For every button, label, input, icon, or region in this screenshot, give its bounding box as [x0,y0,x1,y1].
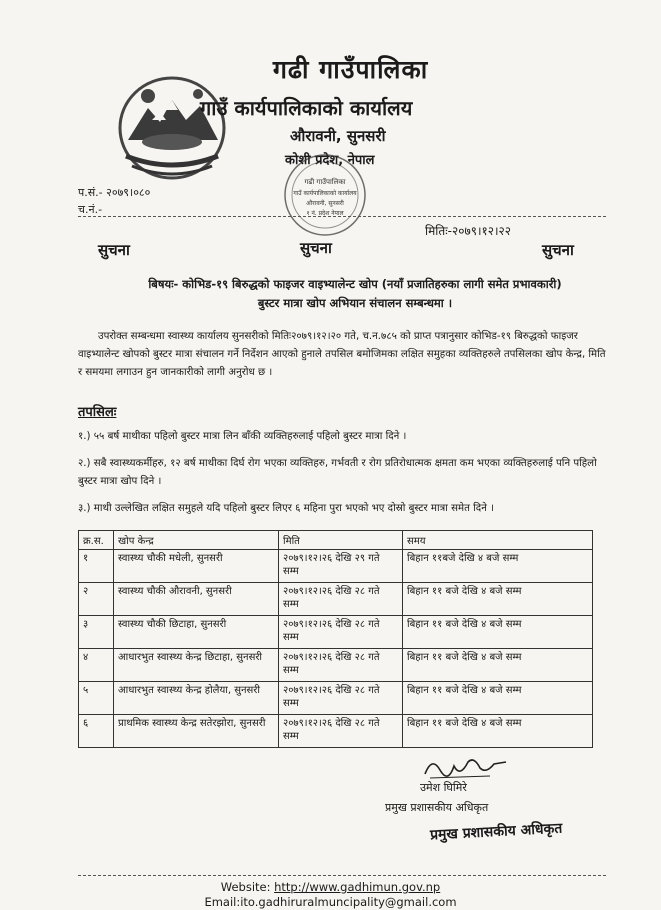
header-serial: क्र.स. [79,531,114,550]
office-name: गाउँ कार्यपालिकाको कार्यालय [200,96,413,120]
subject [95,275,615,313]
table-row [79,715,593,748]
notice-label-left: सुचना [98,241,130,259]
signatory-name: उमेश घिमिरे [420,781,467,794]
cell-serial: १ [79,550,114,583]
cell-serial: २ [79,583,114,616]
stamp-line-2: गाउँ कार्यपालिकाको कार्यालय [293,190,357,197]
website-link[interactable]: http://www.gadhimun.gov.np [274,880,441,894]
cell-center: आधारभुत स्वास्थ्य केन्द्र होलैया, सुनसरी [114,682,279,715]
table-row [79,682,593,715]
table-row [79,616,593,649]
cell-center: आधारभुत स्वास्थ्य केन्द्र छिटाहा, सुनसरी [114,649,279,682]
intro-paragraph: उपरोक्त सम्बन्धमा स्वास्थ्य कार्यालय सुनसरीको मितिः२०७९।१२।२० गते, च.न.७८५ को प्राप्त पत्रानुसार कोभिड-१९ बिरुद्धको फाइजर वाइभ्यालेन्ट खोपको बुस्टर मात्रा संचालन गर्ने निर्देशन आएको हुनाले तपसिल बमोजिमका लक्षित समुहका व्यक्तिहरुले तपसिलका खोप केन्द्र, मिति र समयमा लगाउन हुन जानकारीको लागी अनुरोध छ । [78,331,606,378]
table-header-row [79,531,593,550]
cell-time: बिहान ११ बजे देखि ४ बजे सम्म [403,715,593,748]
cell-date: २०७९।१२।२६ देखि २८ गते सम्म [279,682,403,715]
stamp-line-4: १ नं. प्रदेश नेपाल [306,210,344,217]
cell-date: २०७९।१२।२६ देखि २८ गते सम्म [279,649,403,682]
header-divider [78,216,606,217]
cell-date: २०७९।१२।२६ देखि २८ गते सम्म [279,616,403,649]
cell-center: स्वास्थ्य चौकी मधेली, सुनसरी [114,550,279,583]
cell-serial: ३ [79,616,114,649]
letter-number: प.सं.- २०७९।०८० [78,186,151,199]
cell-center: स्वास्थ्य चौकी औरावनी, सुनसरी [114,583,279,616]
letter-date: मितिः-२०७९।१२।२२ [425,224,512,238]
cell-time: बिहान ११ बजे देखि ४ बजे सम्म [403,682,593,715]
cell-center: प्राथमिक स्वास्थ्य केन्द्र सतेरझोरा, सुनसरी [114,715,279,748]
tapsil-heading: तपसिलः [78,405,117,420]
footer-divider [78,875,606,876]
office-province: कोशी प्रदेश, नेपाल [285,153,375,168]
header-center: खोप केन्द्र [114,531,279,550]
table-row [79,550,593,583]
vaccination-schedule-table [78,530,593,748]
point-2: २.) सबै स्वास्थ्यकर्मीहरु, १२ बर्ष माथीका दिर्घ रोग भएका व्यक्तिहरु, गर्भवती र रोग प्रतिरोधात्मक क्षमता कम भएका व्यक्तिहरुलाई पनि पहिलो बुस्टर मात्रा खोप दिने । [78,458,597,487]
cell-center: स्वास्थ्य चौकी छिटाहा, सुनसरी [114,616,279,649]
office-location: औरावनी, सुनसरी [290,127,386,145]
nepal-emblem-logo [108,70,236,188]
signatory-title: प्रमुख प्रशासकीय अधिकृत [385,801,489,814]
cell-date: २०७९।१२।२६ देखि २९ गते सम्म [279,550,403,583]
stamp-line-1: गढी गाउँपालिका [304,178,346,186]
cell-date: २०७९।१२।२६ देखि २८ गते सम्म [279,583,403,616]
cell-time: बिहान ११ बजे देखि ४ बजे सम्म [403,583,593,616]
cell-serial: ४ [79,649,114,682]
website-label: Website: [220,880,275,894]
table-row [79,583,593,616]
notice-label-center: सुचना [300,239,332,257]
stamp-line-3: औरावनी, सुनसरी [306,200,344,207]
cell-date: २०७९।१२।२६ देखि २८ गते सम्म [279,715,403,748]
cell-time: बिहान ११ बजे देखि ४ बजे सम्म [403,649,593,682]
point-3: ३.) माथी उल्लेखित लक्षित समुहले यदि पहिलो बुस्टर लिएर ६ महिना पुरा भएको भए दोस्रो बुस्टर मात्रा समेत दिने । [78,503,494,514]
subject-line-2: बुस्टर मात्रा खोप अभियान संचालन सम्बन्धमा । [257,296,453,310]
cell-time: बिहान ११ बजे देखि ४ बजे सम्म [403,616,593,649]
cell-serial: ६ [79,715,114,748]
footer-email: Email:ito.gadhiruralmuncipality@gmail.com [204,895,457,909]
notice-label-right: सुचना [542,241,574,259]
municipality-name: गढी गाउँपालिका [272,55,429,84]
cell-time: बिहान ११बजे देखि ४ बजे सम्म [403,550,593,583]
office-stamp [280,148,370,243]
header-time: समय [403,531,593,550]
table-row [79,649,593,682]
subject-line-1: बिषयः- कोभिड-१९ बिरुद्धको फाइजर वाइभ्यालेन्ट खोप (नयाँ प्रजातिहरुका लागी समेत प्रभावकारी) [148,277,562,291]
signatory-stamp: प्रमुख प्रशासकीय अधिकृत [429,820,563,844]
point-1: १.) ५५ बर्ष माथीका पहिलो बुस्टर मात्रा लिन बाँकी व्यक्तिहरुलाई पहिलो बुस्टर मात्रा दिने । [78,431,407,442]
footer-website [0,880,661,894]
dispatch-number: च.नं.- [78,203,103,216]
cell-serial: ५ [79,682,114,715]
header-date: मिति [279,531,403,550]
